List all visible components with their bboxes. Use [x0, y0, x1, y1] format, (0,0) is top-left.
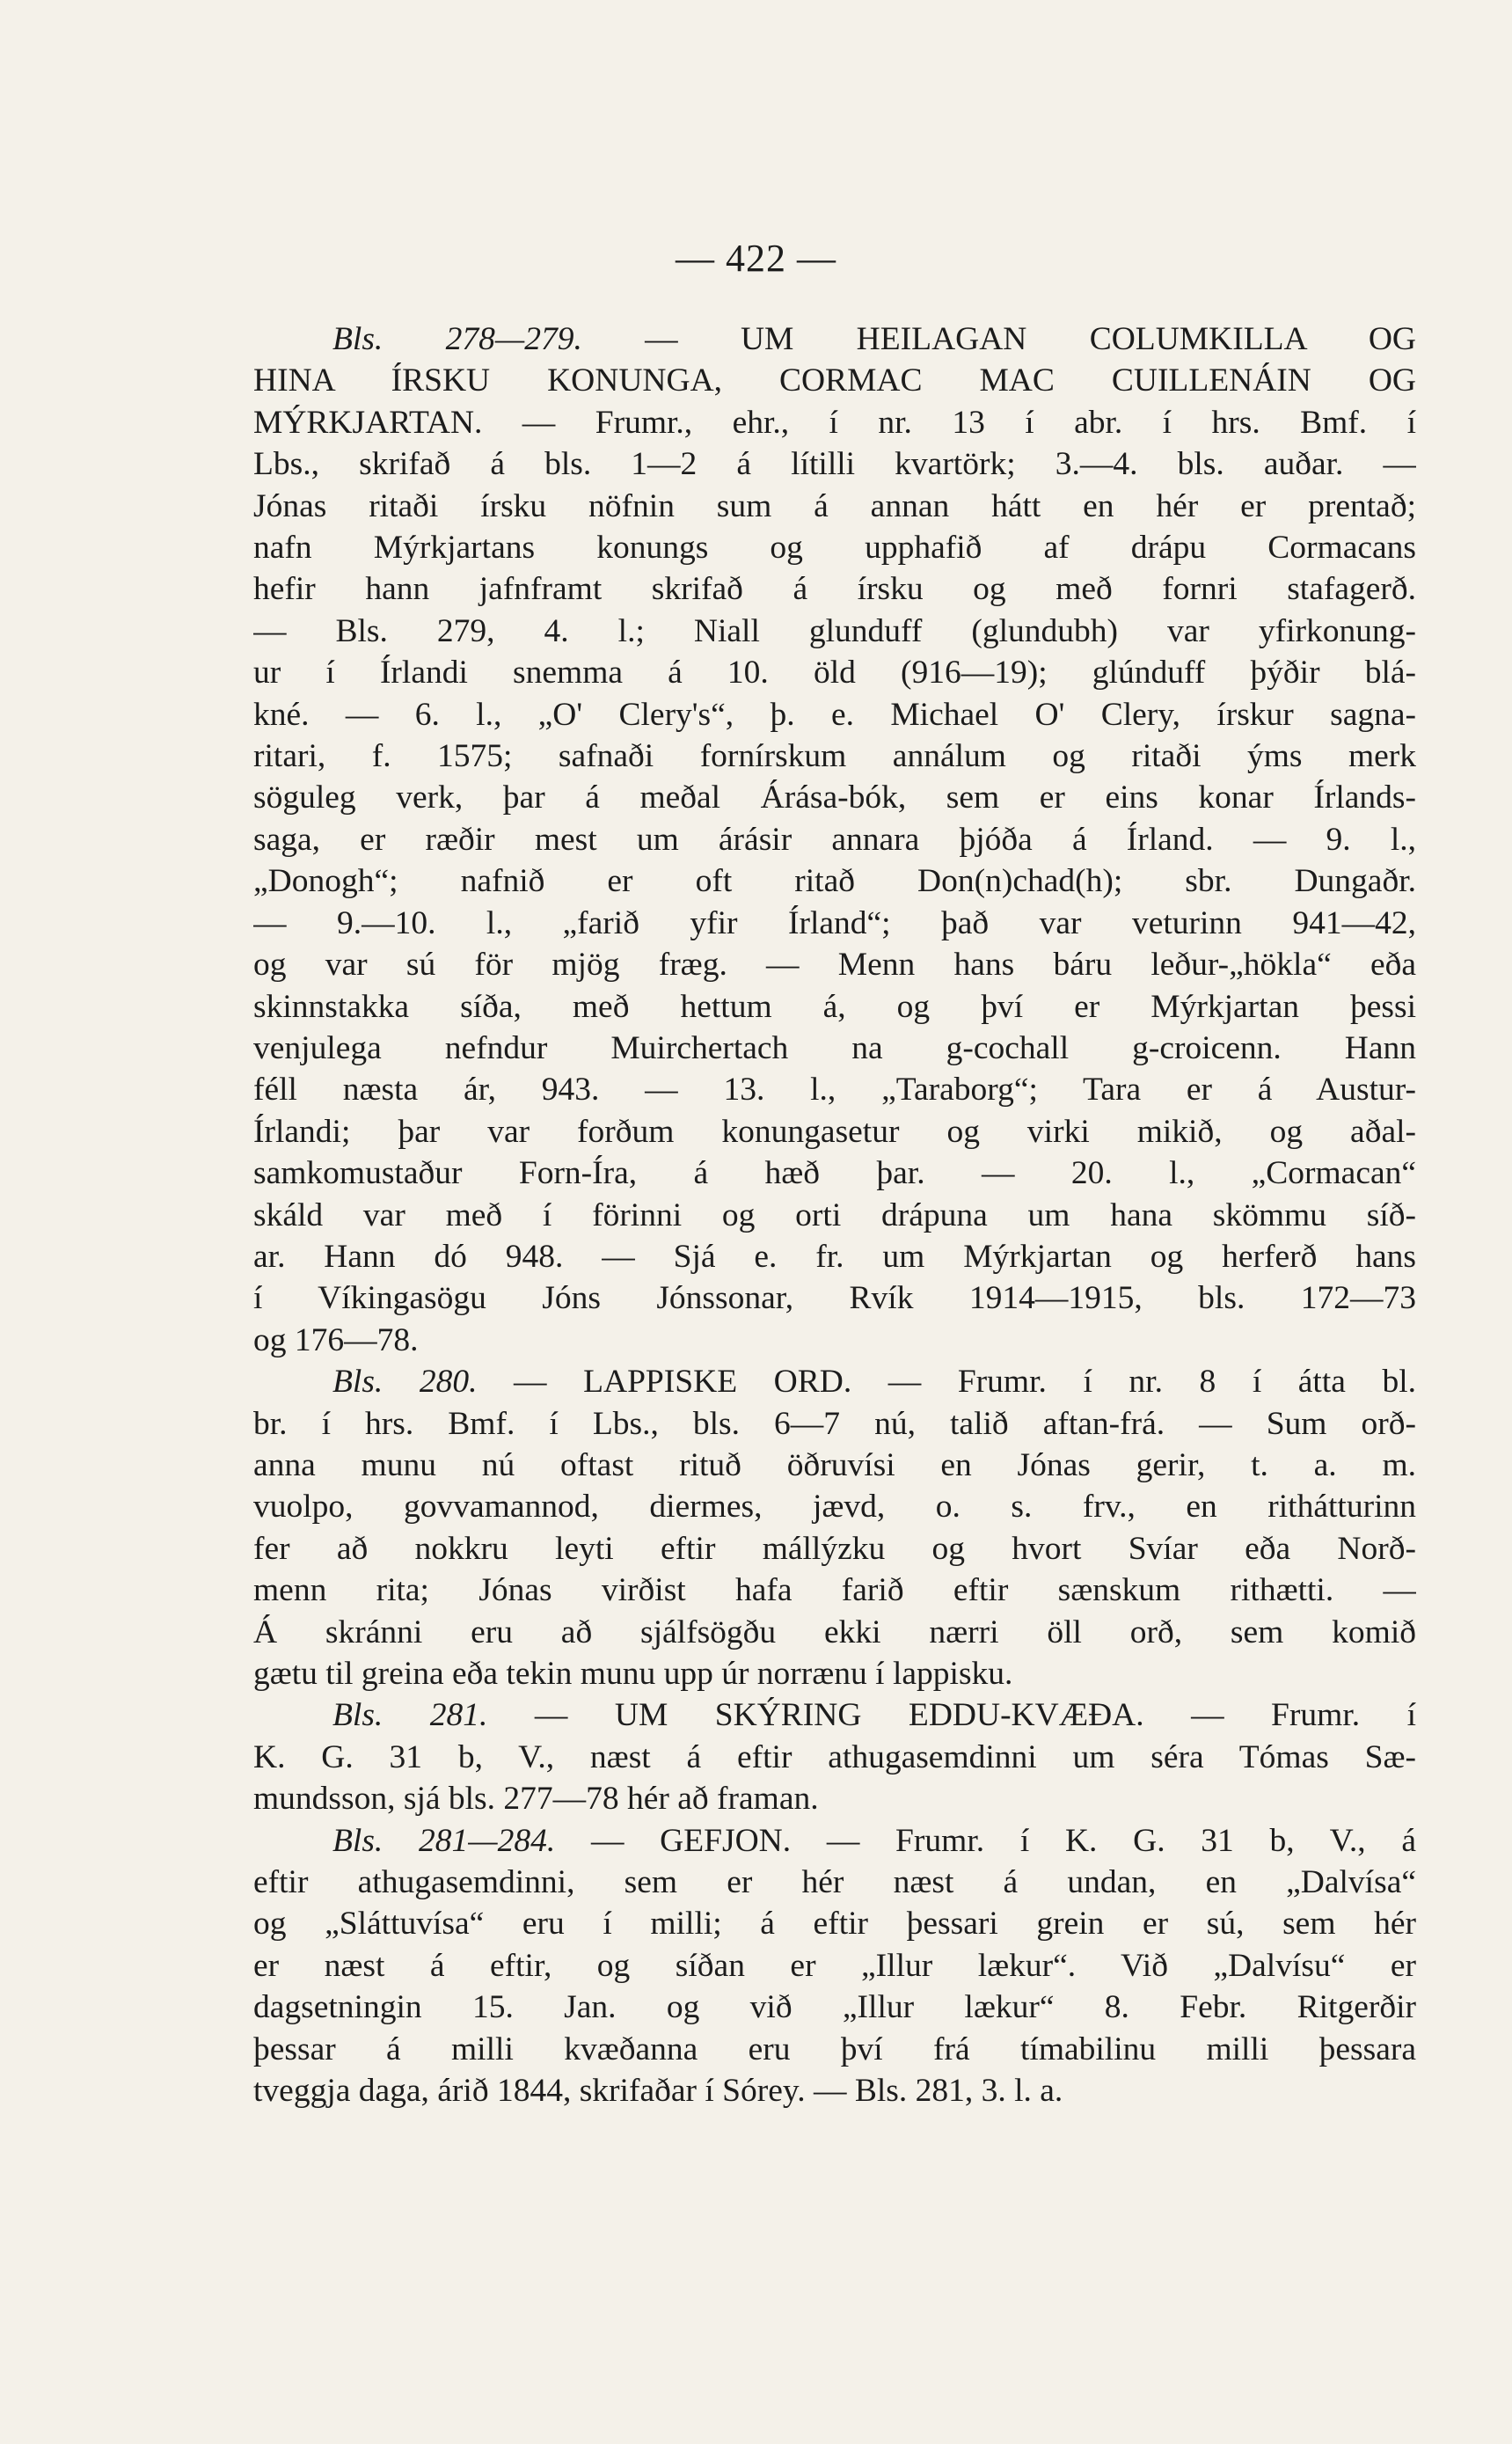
line-text: ar. Hann dó 948. — Sjá e. fr. um Mýrkjartan og herferð hans: [253, 1238, 1416, 1275]
text-line: [253, 402, 1416, 443]
line-text: — 9.—10. l., „farið yfir Írland“; það var veturinn 941—42,: [253, 904, 1416, 941]
notes-text: [253, 318, 1416, 2111]
line-text: skinnstakka síða, með hettum á, og því er Mýrkjartan þessi: [253, 988, 1416, 1025]
text-line: [253, 860, 1416, 902]
line-text: Írlandi; þar var forðum konungasetur og virki mikið, og aðal-: [253, 1113, 1416, 1150]
line-text: mundsson, sjá bls. 277—78 hér að framan.: [253, 1781, 819, 1818]
line-text: menn rita; Jónas virðist hafa farið eftir sænskum rithætti. —: [253, 1572, 1416, 1609]
text-line: [253, 360, 1416, 401]
line-text: tveggja daga, árið 1844, skrifaðar í Sórey. — Bls. 281, 3. l. a.: [253, 2073, 1063, 2110]
line-text: — Bls. 279, 4. l.; Niall glunduff (glundubh) var yfirkonung-: [253, 612, 1416, 649]
line-text: kné. — 6. l., „O' Clery's“, þ. e. Michael O' Clery, írskur sagna-: [253, 696, 1416, 733]
line-text: féll næsta ár, 943. — 13. l., „Taraborg“; Tara er á Austur-: [253, 1072, 1416, 1109]
text-line: [253, 1320, 1416, 1361]
text-line: [253, 1111, 1416, 1152]
page-reference: Bls. 281—284.: [332, 1822, 556, 1859]
text-line: [253, 1778, 1416, 1819]
line-text: hefir hann jafnframt skrifað á írsku og með fornri stafagerð.: [253, 571, 1416, 608]
text-line: [253, 2070, 1416, 2111]
line-text: — LAPPISKE ORD. — Frumr. í nr. 8 í átta bl.: [477, 1364, 1416, 1401]
text-line: [253, 986, 1416, 1028]
text-line: [253, 903, 1416, 944]
line-text: skáld var með í förinni og orti drápuna um hana skömmu síð-: [253, 1196, 1416, 1233]
text-line: [253, 568, 1416, 610]
text-line: [253, 652, 1416, 693]
text-line: [253, 527, 1416, 568]
text-line: [253, 1028, 1416, 1069]
text-line: [253, 777, 1416, 818]
text-line: [253, 1069, 1416, 1110]
text-line: [253, 1528, 1416, 1570]
line-text: þessar á milli kvæðanna eru því frá tímabilinu milli þessara: [253, 2031, 1416, 2067]
text-line: [253, 1737, 1416, 1778]
line-text: — UM SKÝRING EDDU-KVÆÐA. — Frumr. í: [487, 1697, 1416, 1734]
text-line: [253, 443, 1416, 485]
line-text: K. G. 31 b, V., næst á eftir athugasemdinni um séra Tómas Sæ-: [253, 1738, 1416, 1775]
line-text: samkomustaður Forn-Íra, á hæð þar. — 20. l., „Cormacan“: [253, 1155, 1416, 1192]
line-text: br. í hrs. Bmf. í Lbs., bls. 6—7 nú, talið aftan-frá. — Sum orð-: [253, 1405, 1416, 1442]
text-line: [253, 1694, 1416, 1736]
text-line: [253, 1277, 1416, 1319]
line-text: MÝRKJARTAN. — Frumr., ehr., í nr. 13 í abr. í hrs. Bmf. í: [253, 404, 1416, 441]
line-text: saga, er ræðir mest um árásir annara þjóða á Írland. — 9. l.,: [253, 821, 1416, 858]
line-text: venjulega nefndur Muirchertach na g-cochall g-croicenn. Hann: [253, 1029, 1416, 1066]
text-line: [253, 1820, 1416, 1862]
text-line: [253, 819, 1416, 860]
line-text: ritari, f. 1575; safnaði fornírskum annálum og ritaði ýms merk: [253, 738, 1416, 775]
text-line: [253, 1445, 1416, 1486]
line-text: Á skránni eru að sjálfsögðu ekki nærri öll orð, sem komið: [253, 1613, 1416, 1650]
text-line: [253, 1653, 1416, 1694]
line-text: Jónas ritaði írsku nöfnin sum á annan hátt en hér er prentað;: [253, 487, 1416, 524]
note-paragraph: [253, 1820, 1416, 2112]
text-line: [253, 1612, 1416, 1653]
line-text: HINA ÍRSKU KONUNGA, CORMAC MAC CUILLENÁIN OG: [253, 362, 1416, 399]
line-text: ur í Írlandi snemma á 10. öld (916—19); glúnduff þýðir blá-: [253, 655, 1416, 691]
text-line: [253, 1862, 1416, 1903]
line-text: — GEFJON. — Frumr. í K. G. 31 b, V., á: [555, 1822, 1416, 1859]
text-line: [253, 1903, 1416, 1944]
page-reference: Bls. 281.: [332, 1697, 488, 1734]
line-text: og „Sláttuvísa“ eru í milli; á eftir þessari grein er sú, sem hér: [253, 1906, 1416, 1943]
text-line: [253, 1236, 1416, 1277]
line-text: gætu til greina eða tekin munu upp úr norrænu í lappisku.: [253, 1656, 1013, 1692]
page-reference: Bls. 278—279.: [332, 321, 582, 357]
text-line: [253, 1403, 1416, 1445]
line-text: dagsetningin 15. Jan. og við „Illur lækur“ 8. Febr. Ritgerðir: [253, 1989, 1416, 2026]
text-line: [253, 1945, 1416, 1987]
text-line: [253, 735, 1416, 777]
line-text: vuolpo, govvamannod, diermes, jævd, o. s. frv., en rithátturinn: [253, 1489, 1416, 1526]
text-line: [253, 1987, 1416, 2028]
text-line: [253, 944, 1416, 985]
text-line: [253, 1195, 1416, 1236]
line-text: „Donogh“; nafnið er oft ritað Don(n)chad(h); sbr. Dungaðr.: [253, 863, 1416, 900]
line-text: og 176—78.: [253, 1321, 419, 1358]
note-paragraph: [253, 1361, 1416, 1694]
line-text: er næst á eftir, og síðan er „Illur lækur“. Við „Dalvísu“ er: [253, 1947, 1416, 1984]
note-paragraph: [253, 318, 1416, 1361]
line-text: nafn Mýrkjartans konungs og upphafið af drápu Cormacans: [253, 530, 1416, 567]
text-line: [253, 2029, 1416, 2070]
text-line: [253, 1152, 1416, 1194]
page-number: — 422 —: [676, 237, 836, 280]
text-line: [253, 611, 1416, 652]
line-text: — UM HEILAGAN COLUMKILLA OG: [581, 321, 1416, 357]
page-reference: Bls. 280.: [332, 1364, 478, 1401]
line-text: söguleg verk, þar á meðal Árása-bók, sem er eins konar Írlands-: [253, 779, 1416, 816]
line-text: eftir athugasemdinni, sem er hér næst á undan, en „Dalvísa“: [253, 1864, 1416, 1901]
line-text: í Víkingasögu Jóns Jónssonar, Rvík 1914—1915, bls. 172—73: [253, 1280, 1416, 1317]
text-line: [253, 694, 1416, 735]
line-text: og var sú för mjög fræg. — Menn hans báru leður-„hökla“ eða: [253, 947, 1416, 984]
text-line: [253, 1361, 1416, 1402]
line-text: fer að nokkru leyti eftir mállýzku og hvort Svíar eða Norð-: [253, 1530, 1416, 1567]
text-line: [253, 486, 1416, 527]
line-text: Lbs., skrifað á bls. 1—2 á lítilli kvartörk; 3.—4. bls. auðar. —: [253, 446, 1416, 483]
text-line: [253, 1486, 1416, 1527]
text-line: [253, 318, 1416, 360]
note-paragraph: [253, 1694, 1416, 1819]
line-text: anna munu nú oftast rituð öðruvísi en Jónas gerir, t. a. m.: [253, 1446, 1416, 1483]
text-line: [253, 1570, 1416, 1611]
